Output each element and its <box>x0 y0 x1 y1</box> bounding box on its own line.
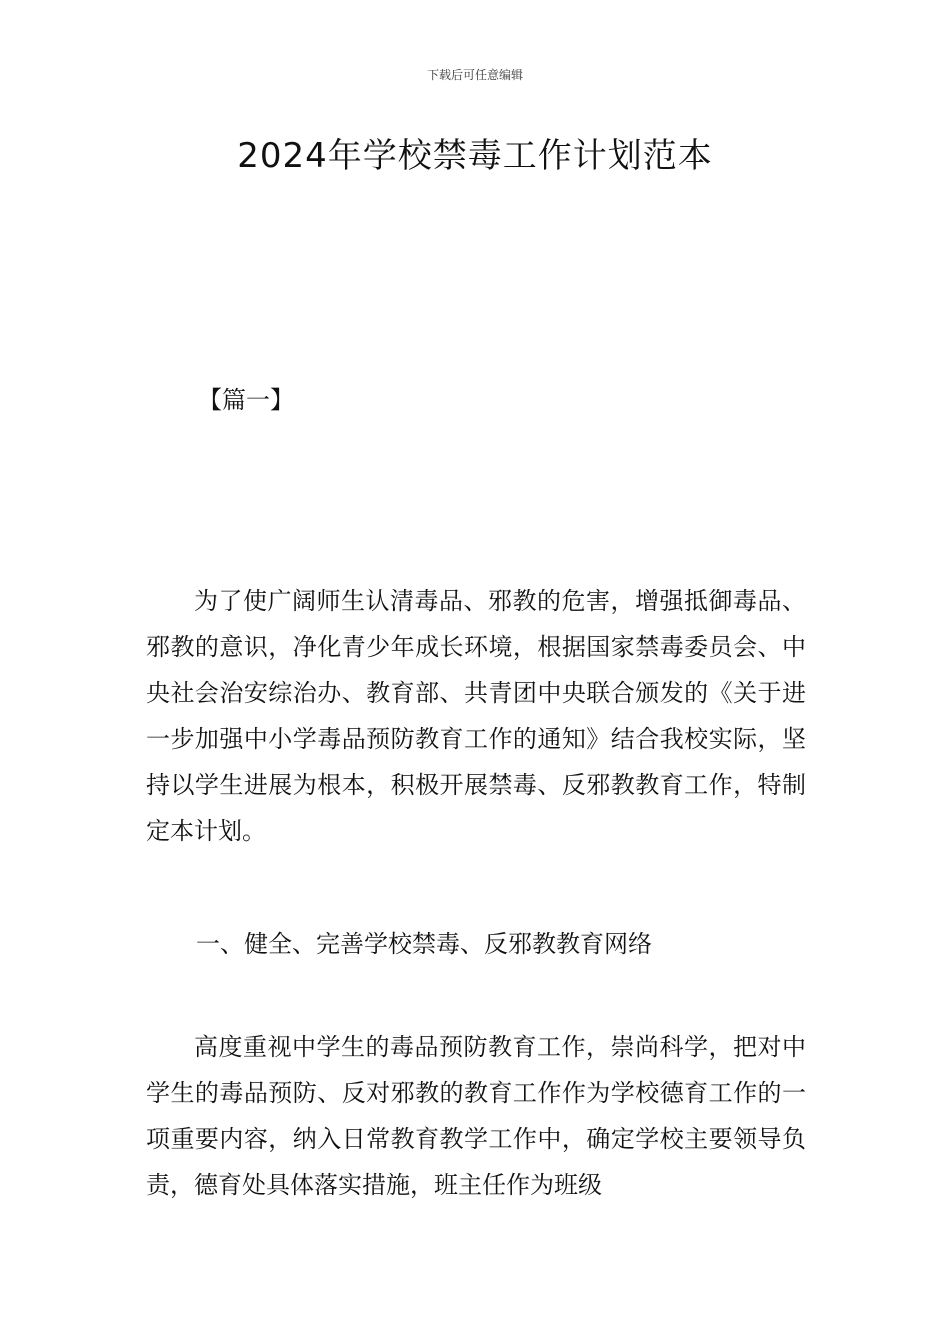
section-heading-1: 一、健全、完善学校禁毒、反邪教教育网络 <box>196 930 652 958</box>
section-marker: 【篇一】 <box>198 386 294 414</box>
intro-paragraph: 为了使广阔师生认清毒品、邪教的危害，增强抵御毒品、邪教的意识，净化青少年成长环境，根据国家禁毒委员会、中央社会治安综治办、教育部、共青团中央联合颁发的《关于进一步加强中小学毒品预防教育工作的通知》结合我校实际，坚持以学生进展为根本，积极开展禁毒、反邪教教育工作，特制定本计划。 <box>146 587 806 845</box>
section-1-paragraph: 高度重视中学生的毒品预防教育工作，崇尚科学，把对中学生的毒品预防、反对邪教的教育工作作为学校德育工作的一项重要内容，纳入日常教育教学工作中，确定学校主要领导负责，德育处具体落实措施，班主任作为班级 <box>146 1033 806 1199</box>
document-title: 2024年学校禁毒工作计划范本 <box>237 136 713 176</box>
header-note: 下载后可任意编辑 <box>426 68 523 82</box>
